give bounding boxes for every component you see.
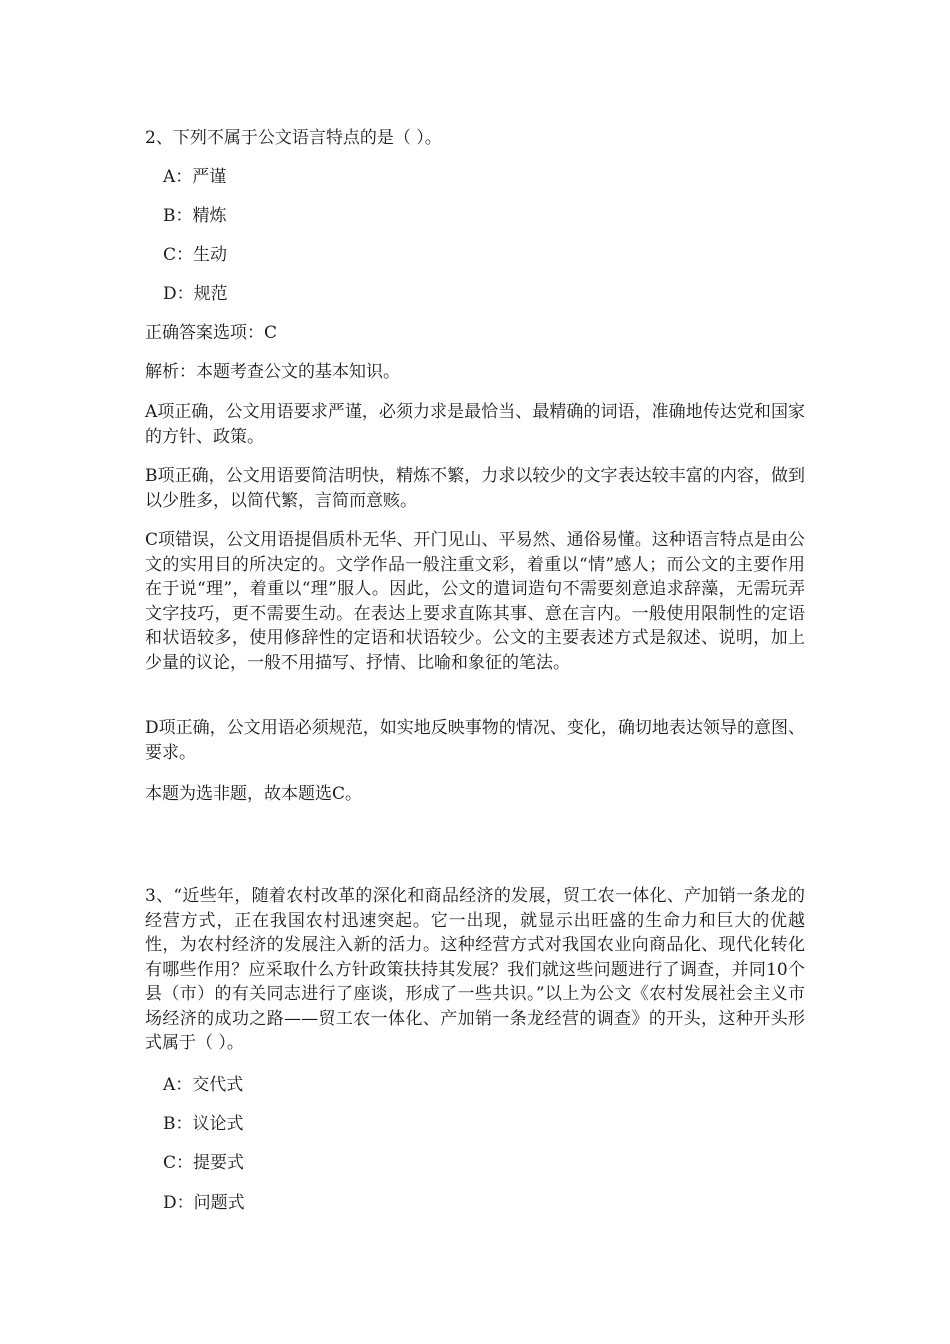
question-2-option-d: D：规范 (163, 284, 228, 304)
question-3-stem: 3、“近些年，随着农村改革的深化和商品经济的发展，贸工农一体化、产加销一条龙的经营方式，正在我国农村迅速突起。它一出现，就显示出旺盛的生命力和巨大的优越性，为农村经济的发展注入新的活力。这种经营方式对我国农业向商品化、现代化转化有哪些作用？应采取什么方针政策扶持其发展？我们就这些问题进行了调查，并同10个县（市）的有关同志进行了座谈，形成了一些共识。”以上为公文《农村发展社会主义市场经济的成功之路——贸工农一体化、产加销一条龙经营的调查》的开头，这种开头形式属于（ ）。 (145, 886, 805, 1053)
question-2-option-c: C：生动 (163, 245, 228, 265)
question-2-analysis-a: A项正确，公文用语要求严谨，必须力求是最恰当、最精确的词语，准确地传达党和国家的方针、政策。 (145, 402, 805, 447)
question-2-analysis-c: C项错误，公文用语提倡质朴无华、开门见山、平易然、通俗易懂。这种语言特点是由公文的实用目的所决定的。文学作品一般注重文彩，着重以“情”感人；而公文的主要作用在于说“理”，着重以“理”服人。因此，公文的遣词造句不需要刻意追求辞藻，无需玩弄文字技巧，更不需要生动。在表达上要求直陈其事、意在言内。一般使用限制性的定语和状语较多，使用修辞性的定语和状语较少。公文的主要表述方式是叙述、说明，加上少量的议论，一般不用描写、抒情、比喻和象征的笔法。 (145, 530, 805, 673)
question-3-option-a: A：交代式 (163, 1075, 244, 1095)
question-2-option-a: A：严谨 (163, 167, 227, 187)
question-3-option-b: B：议论式 (163, 1114, 244, 1134)
question-3-option-c: C：提要式 (163, 1153, 245, 1173)
question-2-conclusion: 本题为选非题，故本题选C。 (145, 784, 363, 804)
question-2-option-b: B：精炼 (163, 206, 227, 226)
question-2-answer: 正确答案选项：C (145, 323, 278, 343)
question-2-analysis-b: B项正确，公文用语要简洁明快，精炼不繁，力求以较少的文字表达较丰富的内容，做到以少胜多，以简代繁，言简而意赅。 (145, 466, 805, 511)
question-3-option-d: D：问题式 (163, 1193, 245, 1213)
question-2-analysis-title: 解析：本题考查公文的基本知识。 (145, 362, 400, 382)
question-2-analysis-d: D项正确，公文用语必须规范，如实地反映事物的情况、变化，确切地表达领导的意图、要求。 (145, 718, 805, 763)
question-2-stem: 2、下列不属于公文语言特点的是（ ）。 (145, 128, 442, 148)
